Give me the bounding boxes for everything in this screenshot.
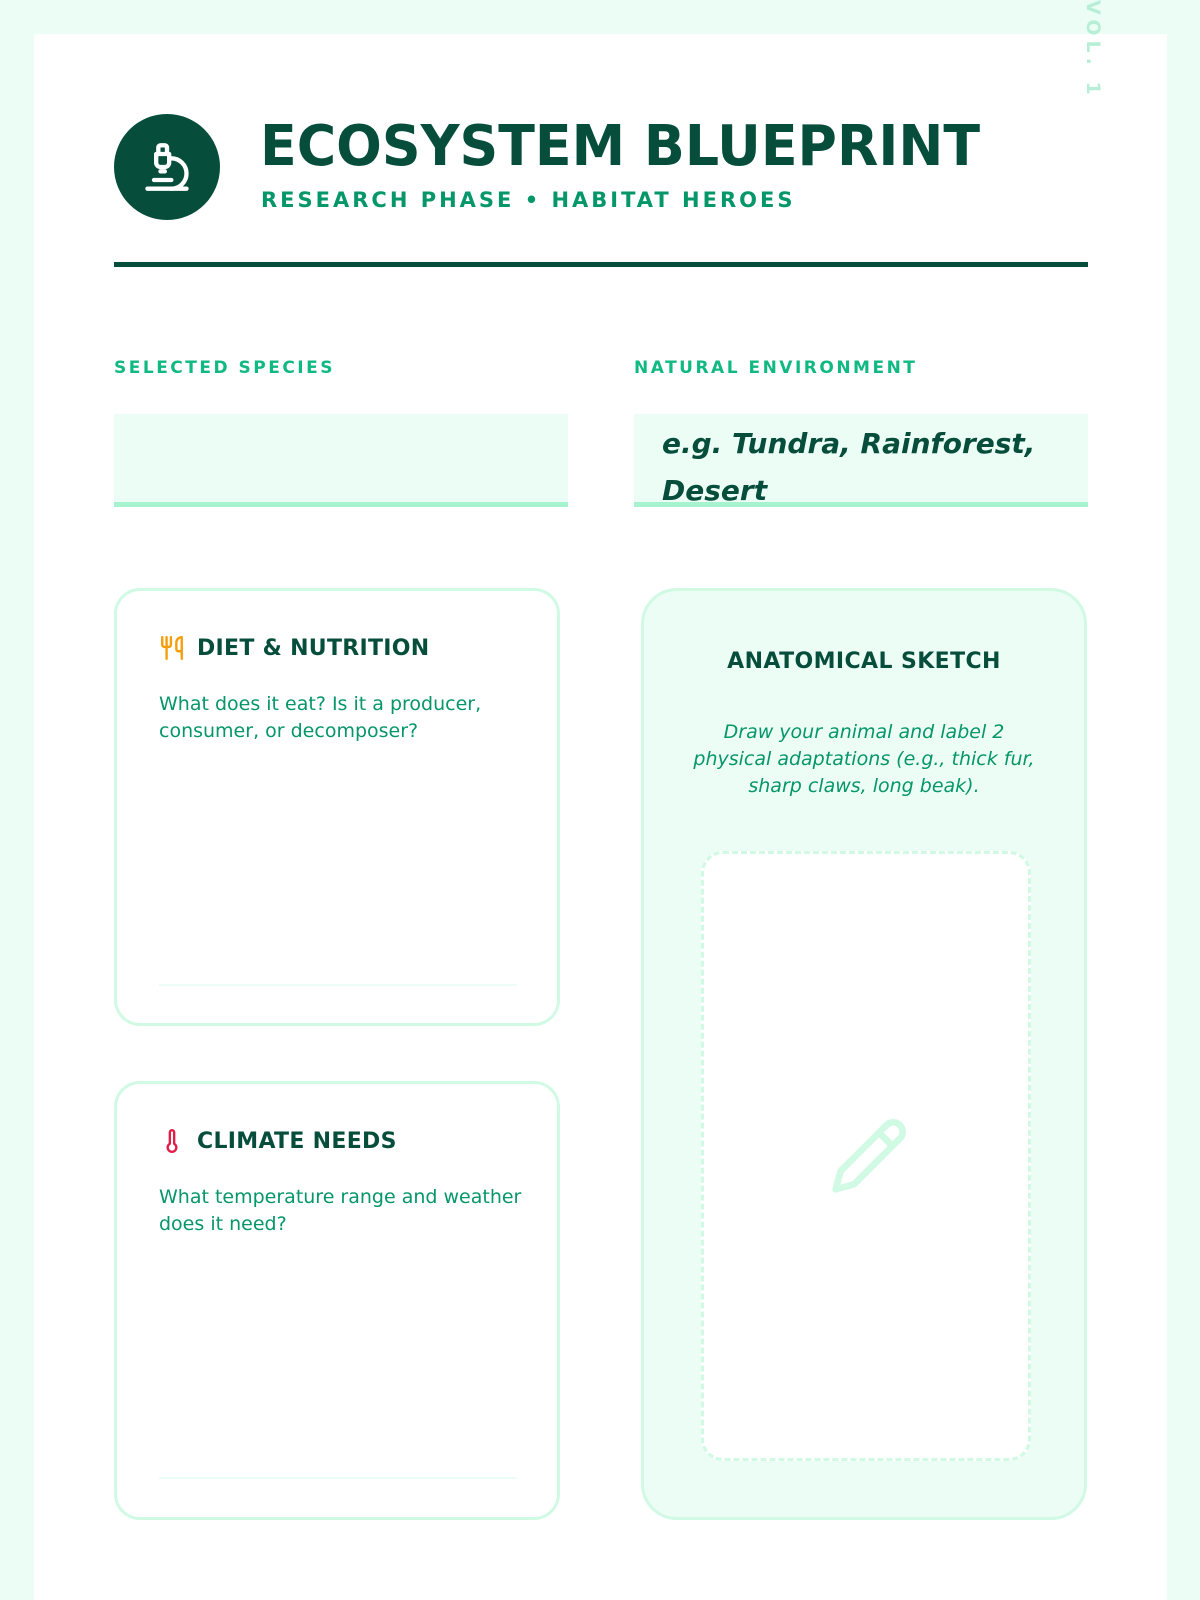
diet-answer-line	[159, 984, 517, 986]
page-subtitle: RESEARCH PHASE • HABITAT HEROES	[261, 188, 796, 212]
climate-answer-line	[159, 1477, 517, 1479]
diet-card-prompt: What does it eat? Is it a producer, consumer, or decomposer?	[159, 693, 482, 742]
environment-label: NATURAL ENVIRONMENT	[634, 358, 918, 378]
utensils-icon	[159, 635, 185, 661]
pencil-icon	[829, 1116, 909, 1196]
sketch-title: ANATOMICAL SKETCH	[727, 649, 1001, 674]
page-title: ECOSYSTEM BLUEPRINT	[260, 114, 981, 179]
climate-card-title: CLIMATE NEEDS	[197, 1128, 397, 1154]
species-label: SELECTED SPECIES	[114, 358, 335, 378]
diet-card-title: DIET & NUTRITION	[197, 635, 430, 661]
thermometer-icon	[159, 1128, 185, 1154]
sketch-drawing-area[interactable]	[701, 851, 1031, 1461]
environment-value: e.g. Tundra, Rainforest, Desert	[662, 427, 1036, 507]
microscope-icon	[141, 141, 193, 193]
sketch-prompt: Draw your animal and label 2 physical adaptations (e.g., thick fur, sharp claws, long beak).	[693, 721, 1035, 797]
header-divider	[114, 262, 1088, 267]
logo-badge	[114, 114, 220, 220]
diet-card[interactable]	[114, 588, 560, 1026]
climate-card-prompt: What temperature range and weather does it need?	[159, 1186, 522, 1235]
environment-field[interactable]	[634, 414, 1088, 507]
climate-card-header	[159, 1128, 397, 1154]
diet-card-header	[159, 635, 430, 661]
species-field[interactable]	[114, 414, 568, 507]
volume-tag: VOL. 1	[1082, 0, 1104, 100]
sketch-panel	[641, 588, 1087, 1520]
climate-card[interactable]	[114, 1081, 560, 1520]
